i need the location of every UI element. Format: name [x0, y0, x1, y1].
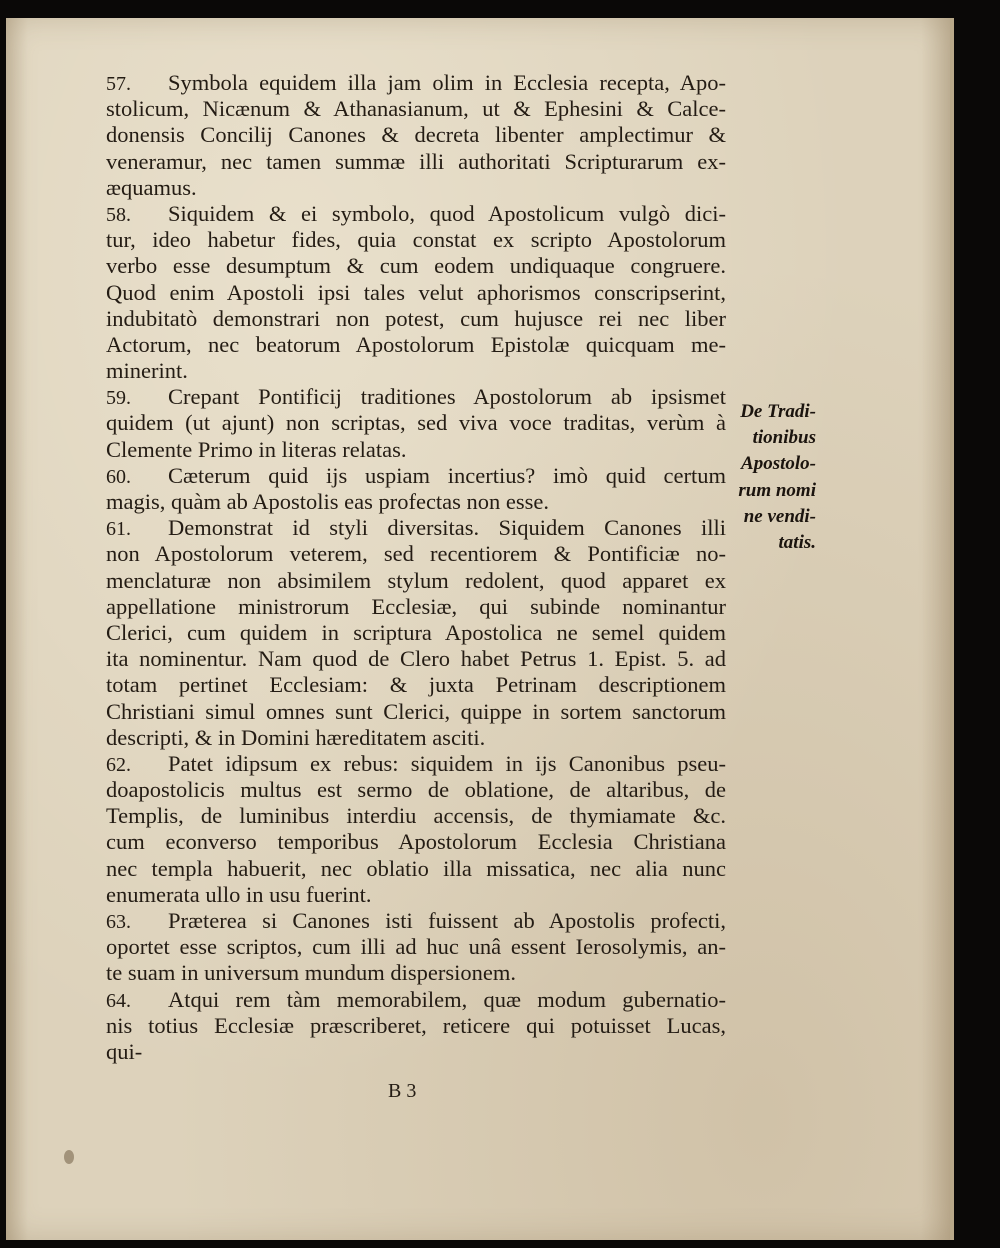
text-line [106, 908, 726, 934]
paragraph-number: 58. [106, 203, 131, 226]
line-text: oportet esse scriptos, cum illi ad huc unâ essent Ierosolymis, an- [106, 934, 726, 960]
line-text: Siquidem & ei symbolo, quod Apostolicum vulgò dici- [168, 200, 726, 226]
line-text: Templis, de luminibus interdiu accensis, de thymiamate &c. [106, 803, 726, 829]
main-text-block [106, 70, 726, 1065]
text-line [106, 201, 726, 227]
paragraph-number: 63. [106, 911, 131, 933]
paragraph-number: 57. [106, 73, 131, 95]
text-line [106, 358, 726, 384]
line-text: donensis Concilij Canones & decreta libenter amplectimur & [106, 122, 726, 148]
line-text: cum econverso temporibus Apostolorum Ecclesia Christiana [106, 829, 726, 855]
text-line [106, 987, 726, 1013]
text-line [106, 306, 726, 332]
signature-mark: B 3 [388, 1080, 417, 1102]
line-text: quidem (ut ajunt) non scriptas, sed viva voce traditas, verùm à [106, 410, 726, 436]
line-text: æquamus. [106, 174, 197, 200]
text-line [106, 280, 726, 306]
line-text: qui- [106, 1038, 143, 1064]
line-text: Clerici, cum quidem in scriptura Apostolica ne semel quidem [106, 619, 726, 645]
ink-smudge [64, 1150, 74, 1164]
line-text: doapostolicis multus est sermo de oblatione, de altaribus, de [106, 777, 726, 803]
text-line [106, 829, 726, 855]
line-text: Crepant Pontificij traditiones Apostolorum ab ipsismet [168, 384, 726, 410]
line-text: stolicum, Nicænum & Athanasianum, ut & Ephesini & Calce- [106, 96, 726, 122]
text-line [106, 699, 726, 725]
text-line [106, 803, 726, 829]
text-line [106, 384, 726, 410]
paragraph-number: 60. [106, 465, 131, 488]
paragraph-number: 64. [106, 989, 131, 1012]
text-line [106, 70, 726, 96]
line-text: Symbola equidem illa jam olim in Ecclesia recepta, Apo- [168, 70, 726, 95]
text-line [106, 646, 726, 672]
line-text: indubitatò demonstrari non potest, cum hujusce rei nec liber [106, 305, 726, 331]
line-text: totam pertinet Ecclesiam: & juxta Petrinam descriptionem [106, 672, 726, 698]
line-text: tur, ideo habetur fides, quia constat ex scripto Apostolorum [106, 227, 726, 253]
marginal-note-line: rum nomi [738, 479, 816, 501]
marginal-note-line: ne vendi- [743, 505, 816, 527]
text-line [106, 122, 726, 148]
marginal-note-line: tionibus [752, 427, 816, 449]
text-line [106, 856, 726, 882]
line-text: minerint. [106, 358, 188, 384]
line-text: nec templa habuerit, nec oblatio illa missatica, nec alia nunc [106, 855, 726, 881]
line-text: menclaturæ non absimilem stylum redolent, quod apparet ex [106, 567, 726, 593]
text-line [106, 175, 726, 201]
text-line [106, 1013, 726, 1039]
line-text: ita nominentur. Nam quod de Clero habet Petrus 1. Epist. 5. ad [106, 646, 726, 672]
marginal-note-line: De Tradi- [740, 401, 816, 422]
line-text: magis, quàm ab Apostolis eas profectas non esse. [106, 489, 550, 514]
text-line [106, 934, 726, 960]
text-line [106, 751, 726, 777]
line-text: enumerata ullo in usu fuerint. [106, 881, 372, 907]
marginal-note-line: tatis. [778, 531, 816, 553]
text-line [106, 541, 726, 567]
text-line [106, 568, 726, 594]
text-line [106, 594, 726, 620]
text-line [106, 227, 726, 253]
text-line [106, 410, 726, 436]
marginal-note [706, 399, 816, 556]
line-text: Quod enim Apostoli ipsi tales velut aphorismos conscripserint, [106, 279, 726, 305]
line-text: te suam in universum mundum dispersionem. [106, 960, 516, 986]
line-text: nis totius Ecclesiæ præscriberet, reticere qui potuisset Lucas, [106, 1012, 726, 1038]
text-line [106, 149, 726, 175]
text-line [106, 777, 726, 803]
page-edge [950, 18, 954, 1240]
text-line [106, 463, 726, 489]
paragraph-number: 62. [106, 753, 131, 776]
line-text: verbo esse desumptum & cum eodem undiquaque congruere. [106, 253, 726, 279]
text-line [106, 672, 726, 698]
marginal-note-line: Apostolo- [741, 453, 816, 475]
paragraph-number: 61. [106, 518, 131, 541]
line-text: non Apostolorum veterem, sed recentiorem & Pontificiæ no- [106, 541, 726, 567]
text-line [106, 96, 726, 122]
text-line [106, 332, 726, 358]
line-text: Clemente Primo in literas relatas. [106, 436, 407, 462]
text-line [106, 515, 726, 541]
line-text: Præterea si Canones isti fuissent ab Apostolis profecti, [168, 908, 726, 933]
line-text: descripti, & in Domini hæreditatem asciti. [106, 724, 486, 750]
text-line [106, 437, 726, 463]
line-text: Cæterum quid ijs uspiam incertius? imò quid certum [168, 462, 726, 488]
text-line [106, 1039, 726, 1065]
text-line [106, 253, 726, 279]
line-text: veneramur, nec tamen summæ illi authoritati Scripturarum ex- [106, 148, 726, 174]
text-line [106, 960, 726, 986]
paragraph-number: 59. [106, 387, 131, 410]
text-line [106, 489, 726, 515]
line-text: Patet idipsum ex rebus: siquidem in ijs Canonibus pseu- [168, 750, 726, 776]
line-text: appellatione ministrorum Ecclesiæ, qui subinde nominantur [106, 593, 726, 619]
text-line [106, 882, 726, 908]
line-text: Atqui rem tàm memorabilem, quæ modum gubernatio- [168, 986, 726, 1012]
text-line [106, 725, 726, 751]
line-text: Christiani simul omnes sunt Clerici, quippe in sortem sanctorum [106, 698, 726, 724]
line-text: Actorum, nec beatorum Apostolorum Epistolæ quicquam me- [106, 331, 726, 357]
text-line [106, 620, 726, 646]
line-text: Demonstrat id styli diversitas. Siquidem Canones illi [168, 515, 726, 541]
